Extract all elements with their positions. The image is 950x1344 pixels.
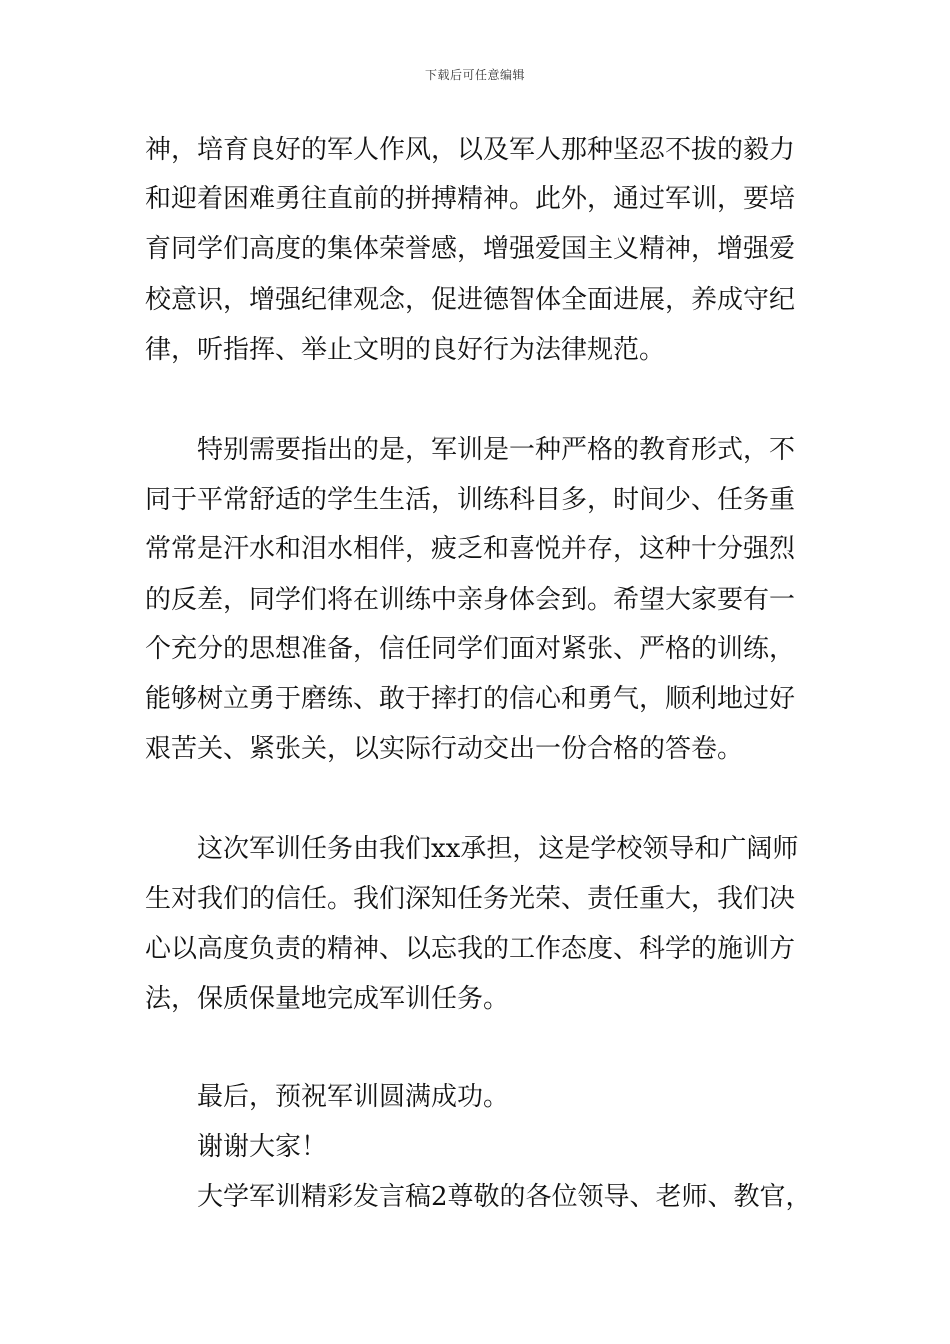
closing-wish: 最后，预祝军训圆满成功。: [197, 1082, 510, 1112]
paragraph-1-line-1: 神，培育良好的军人作风，以及军人那种坚忍不拔的毅力: [145, 135, 796, 165]
paragraph-1-line-5: 律，听指挥、举止文明的良好行为法律规范。: [145, 335, 666, 365]
paragraph-2-line-6: 能够树立勇于磨练、敢于摔打的信心和勇气，顺利地过好: [145, 684, 796, 714]
page-header: 下载后可任意编辑: [424, 68, 525, 82]
paragraph-1-line-2: 和迎着困难勇往直前的拼搏精神。此外，通过军训，要培: [145, 184, 796, 214]
paragraph-3-line-4: 法，保质保量地完成军训任务。: [145, 984, 510, 1014]
paragraph-2-line-5: 个充分的思想准备，信任同学们面对紧张、严格的训练，: [145, 634, 796, 664]
paragraph-1-line-3: 育同学们高度的集体荣誉感，增强爱国主义精神，增强爱: [145, 234, 796, 264]
paragraph-3-line-2: 生对我们的信任。我们深知任务光荣、责任重大，我们决: [145, 884, 796, 914]
paragraph-2-line-7: 艰苦关、紧张关，以实际行动交出一份合格的答卷。: [145, 734, 744, 764]
next-speech-title: 大学军训精彩发言稿2尊敬的各位领导、老师、教官，: [197, 1182, 812, 1212]
paragraph-2-line-1: 特别需要指出的是，军训是一种严格的教育形式，不: [197, 435, 796, 465]
paragraph-2-line-4: 的反差，同学们将在训练中亲身体会到。希望大家要有一: [145, 585, 796, 615]
paragraph-3-line-3: 心以高度负责的精神、以忘我的工作态度、科学的施训方: [145, 934, 796, 964]
closing-thanks: 谢谢大家！: [197, 1132, 328, 1162]
paragraph-3-line-1: 这次军训任务由我们xx承担，这是学校领导和广阔师: [197, 834, 799, 864]
paragraph-2-line-3: 常常是汗水和泪水相伴，疲乏和喜悦并存，这种十分强烈: [145, 534, 796, 564]
paragraph-1-line-4: 校意识，增强纪律观念，促进德智体全面进展，养成守纪: [145, 285, 796, 315]
paragraph-2-line-2: 同于平常舒适的学生生活，训练科目多，时间少、任务重: [145, 485, 796, 515]
